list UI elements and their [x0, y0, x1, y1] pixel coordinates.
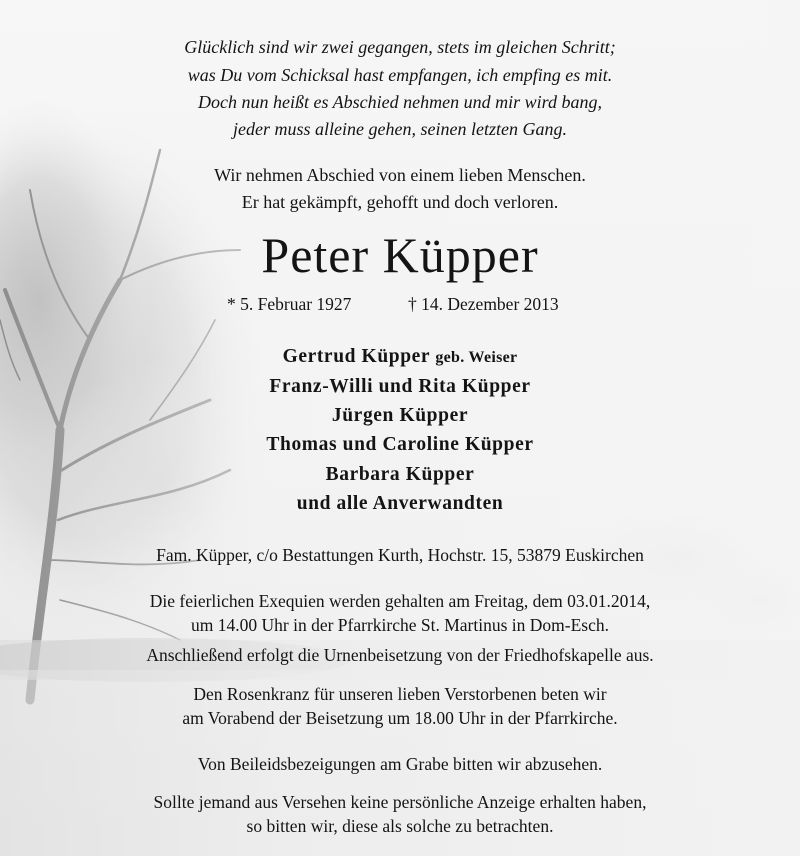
mourner-line: Thomas und Caroline Küpper [266, 434, 534, 455]
life-dates [0, 294, 800, 318]
death-date: † 14. Dezember 2013 [408, 294, 559, 314]
mourner-line: Barbara Küpper [325, 464, 475, 485]
urn-burial-line: Anschließend erfolgt die Urnenbeisetzung von der Friedhofskapelle aus. [146, 645, 654, 665]
intro-line: Er hat gekämpft, gehofft und doch verloren. [241, 192, 559, 212]
rosary-line: Den Rosenkranz für unseren lieben Verstorbenen beten wir [193, 684, 607, 704]
mourner-line [0, 346, 800, 368]
mourner-line: und alle Anverwandten [296, 493, 504, 514]
notice-line: Sollte jemand aus Versehen keine persönliche Anzeige erhalten haben, [153, 792, 647, 812]
condolences-line: Von Beileidsbezeigungen am Grabe bitten wir abzusehen. [197, 754, 603, 774]
exequien-line: Die feierlichen Exequien werden gehalten am Freitag, dem 03.01.2014, [149, 591, 651, 611]
exequien-line: um 14.00 Uhr in der Pfarrkirche St. Martinus in Dom-Esch. [191, 615, 609, 635]
deceased-name: Peter Küpper [261, 227, 539, 283]
poem-line: Doch nun heißt es Abschied nehmen und mir wird bang, [198, 92, 602, 112]
rosary-line: am Vorabend der Beisetzung um 18.00 Uhr in der Pfarrkirche. [182, 708, 618, 728]
birth-date: * 5. Februar 1927 [227, 294, 352, 314]
intro-line: Wir nehmen Abschied von einem lieben Menschen. [214, 165, 586, 185]
spouse-maiden-name: geb. Weiser [435, 349, 518, 366]
poem-line: jeder muss alleine gehen, seinen letzten Gang. [233, 119, 567, 139]
poem-line: was Du vom Schicksal hast empfangen, ich empfing es mit. [187, 65, 613, 85]
notice-line: so bitten wir, diese als solche zu betrachten. [246, 816, 554, 836]
poem-line: Glücklich sind wir zwei gegangen, stets im gleichen Schritt; [184, 37, 616, 57]
mourner-line: Jürgen Küpper [331, 405, 469, 426]
contact-address: Fam. Küpper, c/o Bestattungen Kurth, Hochstr. 15, 53879 Euskirchen [156, 545, 644, 565]
spouse-name: Gertrud Küpper [282, 346, 430, 367]
mourner-line: Franz-Willi und Rita Küpper [269, 376, 531, 397]
